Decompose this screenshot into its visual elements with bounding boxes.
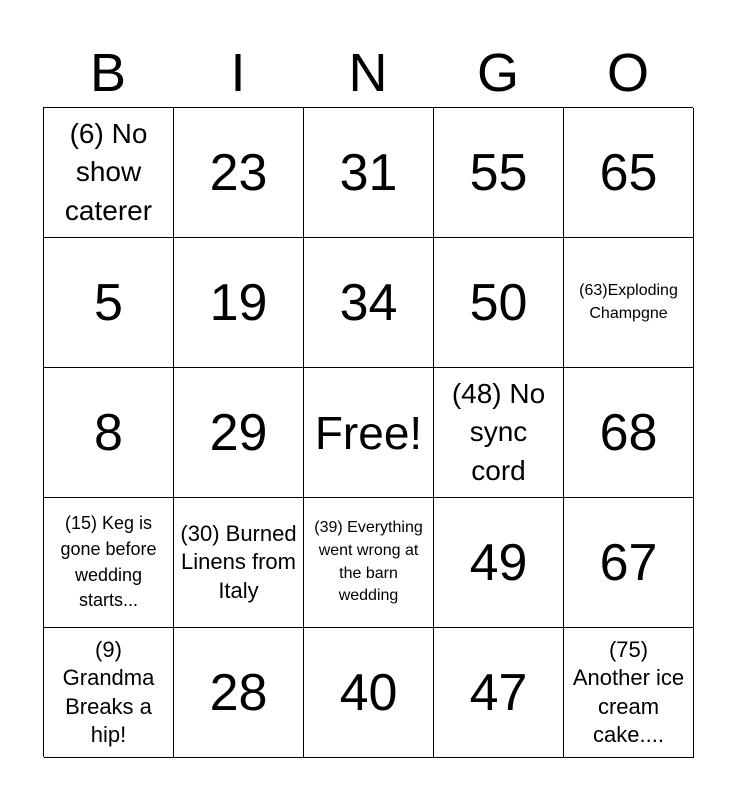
cell-number: 50 bbox=[469, 273, 528, 332]
cell-number: 28 bbox=[209, 663, 268, 722]
cell-number: 65 bbox=[599, 143, 658, 202]
bingo-cell[interactable] bbox=[174, 628, 304, 758]
bingo-cell[interactable] bbox=[434, 238, 564, 368]
cell-text: (63)Exploding Champgne bbox=[579, 281, 678, 322]
free-space-cell[interactable] bbox=[304, 368, 434, 498]
bingo-cell[interactable] bbox=[174, 108, 304, 238]
bingo-cell[interactable] bbox=[564, 108, 694, 238]
cell-number: 47 bbox=[469, 663, 528, 722]
bingo-cell[interactable] bbox=[304, 498, 434, 628]
free-space-label: Free! bbox=[314, 406, 423, 459]
cell-number: 23 bbox=[209, 143, 268, 202]
cell-number: 5 bbox=[94, 273, 123, 332]
bingo-board bbox=[43, 107, 693, 757]
bingo-cell[interactable] bbox=[434, 498, 564, 628]
cell-number: 67 bbox=[599, 533, 658, 592]
cell-number: 40 bbox=[339, 663, 398, 722]
bingo-cell[interactable] bbox=[564, 628, 694, 758]
bingo-cell[interactable] bbox=[304, 238, 434, 368]
bingo-cell[interactable] bbox=[44, 368, 174, 498]
bingo-cell[interactable] bbox=[564, 368, 694, 498]
cell-number: 49 bbox=[469, 533, 528, 592]
cell-number: 34 bbox=[339, 273, 398, 332]
header-letter-b: B bbox=[89, 43, 127, 103]
cell-text: (39) Everything went wrong at the barn wedding bbox=[314, 519, 423, 605]
cell-number: 29 bbox=[209, 403, 268, 462]
cell-number: 31 bbox=[339, 143, 398, 202]
bingo-cell[interactable] bbox=[44, 238, 174, 368]
bingo-cell[interactable] bbox=[434, 108, 564, 238]
bingo-cell[interactable] bbox=[44, 628, 174, 758]
bingo-cell[interactable] bbox=[564, 498, 694, 628]
cell-text: (9) Grandma Breaks a hip! bbox=[62, 636, 155, 747]
bingo-cell[interactable] bbox=[304, 108, 434, 238]
cell-text: (30) Burned Linens from Italy bbox=[180, 520, 297, 603]
cell-text: (75) Another ice cream cake.... bbox=[572, 636, 685, 747]
cell-number: 19 bbox=[209, 273, 268, 332]
cell-text: (48) No sync cord bbox=[451, 377, 546, 486]
header-letter-n: N bbox=[348, 43, 388, 103]
cell-text: (15) Keg is gone before wedding starts... bbox=[60, 513, 157, 611]
bingo-cell[interactable] bbox=[174, 498, 304, 628]
cell-number: 8 bbox=[94, 403, 123, 462]
header-letter-o: O bbox=[606, 43, 649, 103]
bingo-cell[interactable] bbox=[174, 238, 304, 368]
cell-number: 55 bbox=[469, 143, 528, 202]
bingo-cell[interactable] bbox=[434, 368, 564, 498]
bingo-cell[interactable] bbox=[434, 628, 564, 758]
bingo-cell[interactable] bbox=[304, 628, 434, 758]
bingo-header bbox=[43, 42, 693, 104]
header-letter-i: I bbox=[230, 43, 246, 103]
bingo-cell[interactable] bbox=[44, 108, 174, 238]
cell-text: (6) No show caterer bbox=[64, 117, 153, 226]
bingo-cell[interactable] bbox=[44, 498, 174, 628]
bingo-cell[interactable] bbox=[174, 368, 304, 498]
header-letter-g: G bbox=[476, 43, 519, 103]
bingo-cell[interactable] bbox=[564, 238, 694, 368]
cell-number: 68 bbox=[599, 403, 658, 462]
